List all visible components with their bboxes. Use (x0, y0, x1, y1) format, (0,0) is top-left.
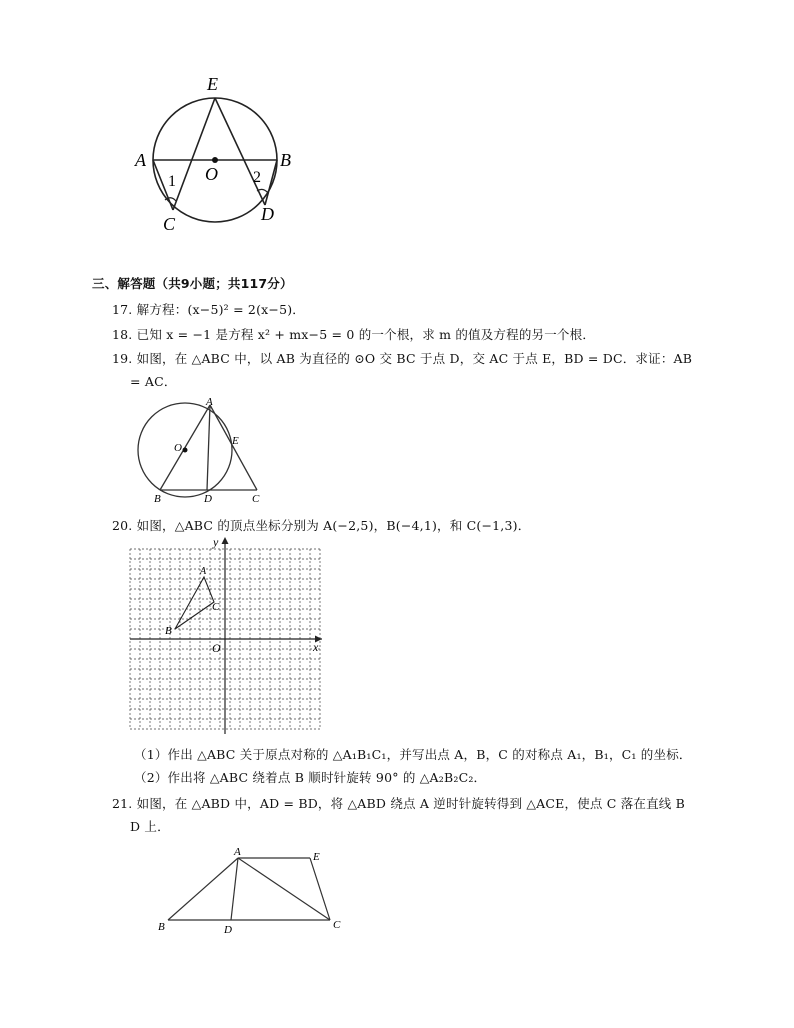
center-point-q19 (183, 448, 188, 453)
y-axis-arrow (222, 537, 229, 544)
figure-q19 (135, 395, 275, 507)
segment-ec (310, 858, 330, 920)
question-21-line-1: 21. 如图，在 △ABD 中，AD = BD，将 △ABD 绕点 A 逆时针旋转得到 △ACE，使点 C 落在直线 B (112, 796, 686, 811)
question-17: 17. 解方程：(x−5)² = 2(x−5)． (112, 302, 305, 317)
segment-ac (238, 858, 330, 920)
segment-bd (265, 160, 277, 205)
figure-q21 (150, 842, 360, 937)
label-o: O (205, 164, 218, 184)
figure-circle-diameter (125, 70, 315, 240)
label-c: C (163, 214, 176, 234)
label-c: C (252, 493, 260, 505)
question-18: 18. 已知 x = −1 是方程 x² + mx−5 = 0 的一个根，求 m 的值及方程的另一个根． (112, 327, 596, 342)
label-x: x (313, 640, 319, 654)
label-b: B (154, 493, 161, 505)
label-a: A (234, 846, 241, 858)
label-b: B (165, 625, 172, 637)
section-heading: 三、解答题（共9小题；共117分） (92, 276, 293, 291)
segment-ad (231, 858, 238, 920)
label-a: A (206, 396, 213, 408)
question-19-line-1: 19. 如图，在 △ABC 中，以 AB 为直径的 ⊙O 交 BC 于点 D，交 AC 于点 E，BD = DC．求证：AB (112, 351, 693, 366)
question-19-line-2: = AC． (130, 374, 177, 389)
label-angle-2: 2 (253, 169, 261, 186)
question-20-sub-1: （1）作出 △ABC 关于原点对称的 △A₁B₁C₁，并写出点 A，B，C 的对称点 A₁，B₁，C₁ 的坐标． (134, 747, 692, 762)
center-point-o (212, 157, 218, 163)
label-d: D (261, 204, 274, 224)
segment-ec (173, 98, 215, 210)
triangle-abc (175, 577, 214, 629)
segment-ac (210, 405, 257, 490)
question-21-line-2: D 上． (130, 819, 170, 834)
label-b: B (158, 921, 165, 933)
question-20-sub-2: （2）作出将 △ABC 绕着点 B 顺时针旋转 90° 的 △A₂B₂C₂． (134, 770, 487, 785)
angle-1-arc (165, 198, 176, 201)
segment-ab (168, 858, 238, 920)
label-c: C (212, 601, 220, 613)
label-c: C (333, 919, 341, 931)
label-e: E (313, 851, 320, 863)
label-e: E (232, 435, 239, 447)
segment-ad (207, 405, 210, 490)
label-e: E (207, 74, 218, 94)
label-d: D (224, 924, 232, 936)
label-b: B (280, 150, 291, 170)
label-a: A (200, 566, 207, 577)
label-o: O (212, 641, 221, 655)
label-a: A (135, 150, 146, 170)
figure-q20-grid (125, 534, 330, 736)
question-20: 20. 如图，△ABC 的顶点坐标分别为 A(−2,5)，B(−4,1)，和 C(−1,3)． (112, 518, 531, 533)
label-y: y (213, 535, 219, 549)
label-angle-1: 1 (168, 173, 176, 190)
label-o: O (174, 442, 182, 454)
label-d: D (204, 493, 212, 505)
